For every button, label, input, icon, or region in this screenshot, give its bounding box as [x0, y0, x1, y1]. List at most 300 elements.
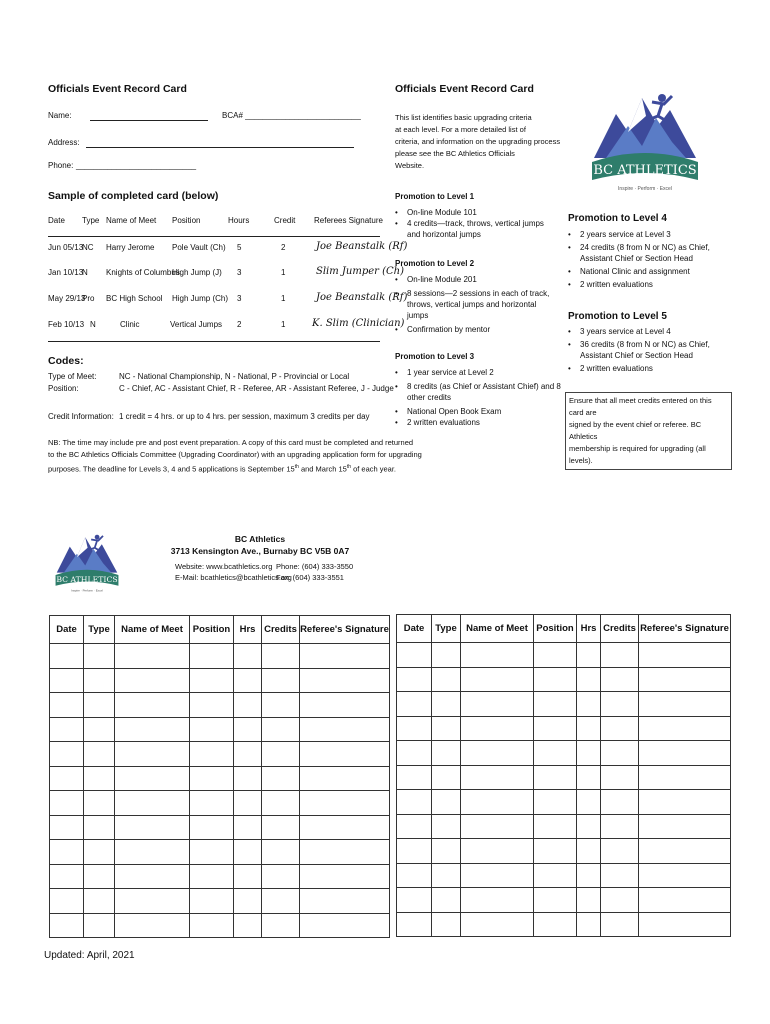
grid-cell[interactable] — [397, 692, 432, 717]
grid-cell[interactable] — [50, 889, 84, 914]
sample-header-type: Type — [82, 216, 100, 225]
level4-title: Promotion to Level 4 — [568, 213, 667, 224]
list-item: • 4 credits—track, throws, vertical jumps and horizontal jumps — [395, 218, 547, 240]
grid-cell[interactable] — [300, 766, 390, 791]
table-row — [50, 742, 390, 767]
grid-cell[interactable] — [84, 644, 115, 669]
grid-cell[interactable] — [461, 863, 534, 888]
sample-position: High Jump (Ch) — [172, 294, 229, 303]
grid-cell[interactable] — [262, 815, 300, 840]
grid-cell[interactable] — [639, 790, 731, 815]
grid-cell[interactable] — [84, 693, 115, 718]
level3-title: Promotion to Level 3 — [395, 352, 475, 361]
grid-cell[interactable] — [234, 742, 262, 767]
grid-cell[interactable] — [115, 889, 190, 914]
grid-cell[interactable] — [461, 643, 534, 668]
nb-line-2: to the BC Athletics Officials Committee (Upgrading Coordinator) with an upgrading application form for upgrading — [48, 450, 422, 459]
grid-cell[interactable] — [432, 692, 461, 717]
grid-cell[interactable] — [50, 742, 84, 767]
grid-cell[interactable] — [234, 668, 262, 693]
address-label: Address: — [48, 138, 80, 147]
logo-text: BC ATHLETICS — [593, 163, 697, 178]
intro-line: criteria, and information on the upgrading process — [395, 137, 561, 146]
grid-cell[interactable] — [397, 643, 432, 668]
grid-cell[interactable] — [300, 668, 390, 693]
grid-cell[interactable] — [262, 668, 300, 693]
grid-cell[interactable] — [534, 716, 577, 741]
grid-cell[interactable] — [601, 716, 639, 741]
nb-sup: th — [346, 464, 351, 470]
grid-cell[interactable] — [115, 791, 190, 816]
grid-cell[interactable] — [50, 693, 84, 718]
grid-cell[interactable] — [601, 741, 639, 766]
grid-cell[interactable] — [432, 765, 461, 790]
nb-line-3b: and March 15 — [298, 464, 347, 474]
grid-cell[interactable] — [234, 815, 262, 840]
table-row — [397, 667, 731, 692]
grid-cell[interactable] — [50, 840, 84, 865]
grid-cell[interactable] — [84, 913, 115, 938]
grid-cell[interactable] — [639, 912, 731, 937]
grid-cell[interactable] — [432, 741, 461, 766]
grid-cell[interactable] — [461, 814, 534, 839]
intro-line: This list identifies basic upgrading criteria — [395, 113, 532, 122]
grid-cell[interactable] — [262, 766, 300, 791]
grid-cell[interactable] — [190, 717, 234, 742]
grid-cell[interactable] — [461, 888, 534, 913]
list-item: • 2 written evaluations — [568, 279, 718, 290]
grid-cell[interactable] — [50, 644, 84, 669]
org-street: 3713 Kensington Ave., Burnaby BC V5B 0A7 — [170, 546, 350, 556]
grid-cell[interactable] — [639, 765, 731, 790]
grid-header-date: Date — [50, 616, 84, 644]
bca-label: BCA# __________________________ — [222, 111, 361, 120]
grid-cell[interactable] — [234, 766, 262, 791]
sample-position: High Jump (J) — [172, 268, 222, 277]
sample-header-credit: Credit — [274, 216, 296, 225]
phone-number: Phone: (604) 333-3550 — [276, 562, 354, 571]
grid-cell[interactable] — [397, 741, 432, 766]
grid-cell[interactable] — [577, 839, 601, 864]
grid-cell[interactable] — [534, 912, 577, 937]
address-field-line[interactable] — [86, 137, 354, 148]
table-row — [397, 839, 731, 864]
grid-cell[interactable] — [577, 643, 601, 668]
grid-cell[interactable] — [50, 766, 84, 791]
grid-cell[interactable] — [577, 790, 601, 815]
grid-cell[interactable] — [601, 888, 639, 913]
table-row — [50, 717, 390, 742]
logo-tagline: Inspire · Perform · Excel — [71, 588, 103, 593]
sample-signature: Joe Beanstalk (Rf) — [316, 292, 408, 303]
grid-cell[interactable] — [84, 742, 115, 767]
grid-cell[interactable] — [234, 840, 262, 865]
list-item: • 2 years service at Level 3 — [568, 229, 718, 240]
level3-list — [395, 367, 561, 428]
org-name: BC Athletics — [234, 534, 286, 544]
grid-cell[interactable] — [50, 717, 84, 742]
grid-cell[interactable] — [190, 668, 234, 693]
level4-list — [568, 229, 718, 290]
grid-cell[interactable] — [190, 913, 234, 938]
list-item: • On-line Module 201 — [395, 274, 555, 285]
grid-cell[interactable] — [300, 889, 390, 914]
grid-cell[interactable] — [397, 912, 432, 937]
grid-header-type: Type — [84, 616, 115, 644]
grid-cell[interactable] — [601, 765, 639, 790]
grid-cell[interactable] — [639, 863, 731, 888]
grid-cell[interactable] — [234, 717, 262, 742]
grid-cell[interactable] — [190, 766, 234, 791]
sample-hours: 3 — [237, 294, 242, 303]
notice-line: signed by the event chief or referee. BC Athletics — [569, 420, 702, 441]
grid-cell[interactable] — [432, 912, 461, 937]
grid-cell[interactable] — [50, 864, 84, 889]
grid-cell[interactable] — [461, 692, 534, 717]
table-row — [397, 716, 731, 741]
sample-hours: 3 — [237, 268, 242, 277]
grid-cell[interactable] — [432, 888, 461, 913]
list-item: • 36 credits (8 from N or NC) as Chief, Assistant Chief or Section Head — [568, 339, 718, 361]
grid-cell[interactable] — [190, 693, 234, 718]
sample-bottom-divider — [48, 341, 380, 342]
grid-cell[interactable] — [262, 693, 300, 718]
grid-cell[interactable] — [461, 839, 534, 864]
grid-cell[interactable] — [397, 814, 432, 839]
grid-cell[interactable] — [300, 693, 390, 718]
sample-credit: 1 — [281, 268, 286, 277]
grid-cell[interactable] — [190, 840, 234, 865]
grid-cell[interactable] — [190, 791, 234, 816]
sample-type: Pro — [82, 294, 95, 303]
grid-cell[interactable] — [115, 717, 190, 742]
grid-cell[interactable] — [534, 790, 577, 815]
grid-cell[interactable] — [234, 889, 262, 914]
grid-cell[interactable] — [397, 667, 432, 692]
grid-cell[interactable] — [115, 815, 190, 840]
grid-cell[interactable] — [601, 863, 639, 888]
grid-cell[interactable] — [300, 742, 390, 767]
grid-cell[interactable] — [50, 913, 84, 938]
grid-cell[interactable] — [577, 716, 601, 741]
list-item: • 2 written evaluations — [395, 417, 561, 428]
grid-cell[interactable] — [262, 717, 300, 742]
sample-header-signature: Referees Signature — [314, 216, 383, 225]
grid-cell[interactable] — [190, 815, 234, 840]
grid-cell[interactable] — [534, 741, 577, 766]
grid-cell[interactable] — [432, 667, 461, 692]
sample-meet: Harry Jerome — [106, 243, 155, 252]
type-codes-text: NC - National Championship, N - National, P - Provincial or Local — [119, 372, 350, 381]
grid-header-credits: Credits — [262, 616, 300, 644]
grid-cell[interactable] — [300, 791, 390, 816]
sample-date: Feb 10/13 — [48, 320, 85, 329]
grid-cell[interactable] — [639, 643, 731, 668]
grid-cell[interactable] — [639, 667, 731, 692]
grid-cell[interactable] — [534, 839, 577, 864]
athletics-logo-icon — [586, 86, 704, 194]
grid-cell[interactable] — [461, 716, 534, 741]
grid-cell[interactable] — [639, 741, 731, 766]
sample-header-hours: Hours — [228, 216, 250, 225]
grid-cell[interactable] — [262, 913, 300, 938]
grid-cell[interactable] — [639, 692, 731, 717]
codes-title: Codes: — [48, 355, 84, 367]
grid-cell[interactable] — [461, 765, 534, 790]
address-block — [160, 533, 360, 557]
grid-cell[interactable] — [577, 888, 601, 913]
sample-type: N — [90, 320, 96, 329]
grid-cell[interactable] — [601, 814, 639, 839]
grid-cell[interactable] — [190, 742, 234, 767]
grid-cell[interactable] — [534, 863, 577, 888]
grid-cell[interactable] — [84, 791, 115, 816]
grid-header-date: Date — [397, 615, 432, 643]
grid-cell[interactable] — [397, 863, 432, 888]
grid-cell[interactable] — [300, 717, 390, 742]
grid-cell[interactable] — [577, 863, 601, 888]
grid-cell[interactable] — [397, 839, 432, 864]
email-link[interactable]: E-Mail: bcathletics@bcathletics.org — [175, 573, 292, 582]
bc-athletics-logo-bottom — [52, 526, 122, 598]
grid-cell[interactable] — [432, 863, 461, 888]
sample-position: Pole Vault (Ch) — [172, 243, 226, 252]
grid-cell[interactable] — [577, 667, 601, 692]
grid-cell[interactable] — [397, 765, 432, 790]
contact-right — [276, 561, 353, 583]
grid-cell[interactable] — [115, 644, 190, 669]
nb-line-3 — [48, 461, 398, 476]
list-item: • 1 year service at Level 2 — [395, 367, 561, 378]
nb-line-3a: purposes. The deadline for Levels 3, 4 and 5 applications is September 15 — [48, 464, 295, 474]
grid-cell[interactable] — [461, 741, 534, 766]
grid-cell[interactable] — [461, 790, 534, 815]
grid-header-signature: Referee's Signature — [639, 615, 731, 643]
table-row — [397, 888, 731, 913]
grid-cell[interactable] — [534, 692, 577, 717]
grid-cell[interactable] — [234, 644, 262, 669]
right-card-title: Officials Event Record Card — [395, 83, 534, 95]
grid-cell[interactable] — [115, 913, 190, 938]
contact-left — [175, 561, 292, 583]
grid-cell[interactable] — [639, 716, 731, 741]
grid-cell[interactable] — [397, 716, 432, 741]
grid-cell[interactable] — [461, 667, 534, 692]
level1-title: Promotion to Level 1 — [395, 192, 475, 201]
list-item: • 2 written evaluations — [568, 363, 718, 374]
sample-credit: 1 — [281, 294, 286, 303]
grid-header-type: Type — [432, 615, 461, 643]
level2-title: Promotion to Level 2 — [395, 259, 475, 268]
nb-note — [48, 437, 422, 476]
grid-cell[interactable] — [461, 912, 534, 937]
list-item: • 24 credits (8 from N or NC) as Chief, Assistant Chief or Section Head — [568, 242, 718, 264]
grid-cell[interactable] — [190, 864, 234, 889]
grid-cell[interactable] — [262, 742, 300, 767]
grid-cell[interactable] — [577, 741, 601, 766]
grid-cell[interactable] — [115, 766, 190, 791]
right-record-grid — [396, 614, 731, 937]
grid-cell[interactable] — [639, 839, 731, 864]
sample-meet: Clinic — [120, 320, 140, 329]
list-item: • 3 years service at Level 4 — [568, 326, 718, 337]
grid-cell[interactable] — [534, 888, 577, 913]
table-row — [397, 814, 731, 839]
grid-cell[interactable] — [601, 839, 639, 864]
grid-cell[interactable] — [84, 840, 115, 865]
grid-cell[interactable] — [534, 667, 577, 692]
grid-cell[interactable] — [601, 912, 639, 937]
table-row — [397, 692, 731, 717]
grid-cell[interactable] — [115, 693, 190, 718]
grid-cell[interactable] — [534, 814, 577, 839]
grid-cell[interactable] — [534, 765, 577, 790]
grid-cell[interactable] — [50, 791, 84, 816]
list-item: • Confirmation by mentor — [395, 324, 555, 335]
grid-cell[interactable] — [300, 913, 390, 938]
sample-position: Vertical Jumps — [170, 320, 223, 329]
grid-cell[interactable] — [115, 668, 190, 693]
athletics-logo-icon — [52, 526, 122, 598]
grid-cell[interactable] — [432, 839, 461, 864]
phone-label: Phone: — [48, 161, 74, 170]
sample-hours: 2 — [237, 320, 242, 329]
sample-date: May 29/13 — [48, 294, 86, 303]
logo-tagline: Inspire · Perform · Excel — [618, 186, 672, 192]
sample-signature: Joe Beanstalk (Rf) — [316, 241, 408, 252]
table-row — [50, 668, 390, 693]
grid-cell[interactable] — [262, 791, 300, 816]
grid-cell[interactable] — [432, 790, 461, 815]
grid-cell[interactable] — [234, 791, 262, 816]
grid-cell[interactable] — [300, 815, 390, 840]
membership-notice — [565, 392, 732, 470]
level2-list — [395, 274, 555, 335]
grid-cell[interactable] — [601, 790, 639, 815]
grid-cell[interactable] — [84, 889, 115, 914]
grid-cell[interactable] — [115, 840, 190, 865]
sample-title: Sample of completed card (below) — [48, 190, 219, 202]
nb-line-1: NB: The time may include pre and post event preparation. A copy of this card must be completed and returned — [48, 438, 414, 447]
table-row — [397, 790, 731, 815]
grid-cell[interactable] — [601, 643, 639, 668]
table-row — [397, 863, 731, 888]
grid-cell[interactable] — [300, 864, 390, 889]
grid-cell[interactable] — [234, 913, 262, 938]
sample-hours: 5 — [237, 243, 242, 252]
sample-type: N — [82, 268, 88, 277]
fax-number: Fax: (604) 333-3551 — [276, 573, 344, 582]
level5-title: Promotion to Level 5 — [568, 311, 667, 322]
grid-cell[interactable] — [639, 888, 731, 913]
sample-header-meet: Name of Meet — [106, 216, 157, 225]
grid-cell[interactable] — [234, 864, 262, 889]
grid-cell[interactable] — [262, 644, 300, 669]
grid-cell[interactable] — [300, 840, 390, 865]
grid-cell[interactable] — [300, 644, 390, 669]
grid-cell[interactable] — [84, 864, 115, 889]
bc-athletics-logo-top — [586, 86, 704, 194]
grid-cell[interactable] — [190, 644, 234, 669]
grid-cell[interactable] — [432, 814, 461, 839]
table-row — [50, 913, 390, 938]
grid-cell[interactable] — [234, 693, 262, 718]
name-field-line[interactable] — [90, 110, 208, 121]
grid-cell[interactable] — [262, 889, 300, 914]
grid-cell[interactable] — [639, 814, 731, 839]
name-label: Name: — [48, 111, 72, 120]
position-codes-text: C - Chief, AC - Assistant Chief, R - Referee, AR - Assistant Referee, J - Judge — [119, 384, 394, 393]
grid-header-position: Position — [190, 616, 234, 644]
grid-cell[interactable] — [84, 668, 115, 693]
grid-cell[interactable] — [577, 912, 601, 937]
grid-cell[interactable] — [50, 668, 84, 693]
updated-footer: Updated: April, 2021 — [44, 950, 135, 961]
grid-cell[interactable] — [601, 667, 639, 692]
grid-cell[interactable] — [50, 815, 84, 840]
list-item: • 8 credits (as Chief or Assistant Chief) and 8 other credits — [395, 381, 561, 403]
sample-header-divider — [48, 236, 380, 237]
grid-cell[interactable] — [397, 790, 432, 815]
phone-field-line[interactable]: ___________________________ — [76, 161, 197, 170]
sample-signature: Slim Jumper (Ch) — [316, 266, 405, 277]
website-link[interactable]: Website: www.bcathletics.org — [175, 562, 273, 571]
table-row — [50, 693, 390, 718]
sample-signature: K. Slim (Clinician) — [312, 318, 405, 329]
list-item: • 8 sessions—2 sessions in each of track, throws, vertical jumps and horizontal jumps — [395, 288, 555, 321]
table-row — [397, 741, 731, 766]
grid-cell[interactable] — [397, 888, 432, 913]
notice-line: Ensure that all meet credits entered on this card are — [569, 396, 712, 417]
grid-header-hrs: Hrs — [234, 616, 262, 644]
level5-list — [568, 326, 718, 374]
sample-header-position: Position — [172, 216, 201, 225]
grid-cell[interactable] — [534, 643, 577, 668]
table-row — [397, 643, 731, 668]
grid-cell[interactable] — [262, 864, 300, 889]
grid-cell[interactable] — [577, 692, 601, 717]
grid-cell[interactable] — [601, 692, 639, 717]
grid-header-meet: Name of Meet — [461, 615, 534, 643]
sample-date: Jun 05/13 — [48, 243, 84, 252]
left-card-title: Officials Event Record Card — [48, 83, 187, 95]
grid-cell[interactable] — [115, 864, 190, 889]
grid-cell[interactable] — [262, 840, 300, 865]
sample-meet: Knights of Columbus — [106, 268, 180, 277]
table-row — [50, 815, 390, 840]
left-record-grid — [49, 615, 390, 938]
table-row — [50, 889, 390, 914]
grid-header-position: Position — [534, 615, 577, 643]
grid-cell[interactable] — [432, 716, 461, 741]
grid-cell[interactable] — [84, 717, 115, 742]
grid-cell[interactable] — [190, 889, 234, 914]
grid-header-credits: Credits — [601, 615, 639, 643]
grid-cell[interactable] — [577, 814, 601, 839]
nb-sup: th — [294, 464, 299, 470]
notice-line: membership is required for upgrading (all levels). — [569, 444, 706, 465]
grid-cell[interactable] — [115, 742, 190, 767]
intro-line: Website. — [395, 161, 425, 170]
list-item: • National Clinic and assignment — [568, 266, 718, 277]
grid-cell[interactable] — [432, 643, 461, 668]
grid-cell[interactable] — [84, 766, 115, 791]
intro-line: at each level. For a more detailed list of — [395, 125, 526, 134]
position-label: Position: — [48, 384, 79, 393]
grid-cell[interactable] — [84, 815, 115, 840]
logo-text: BC ATHLETICS — [56, 575, 118, 585]
grid-cell[interactable] — [577, 765, 601, 790]
